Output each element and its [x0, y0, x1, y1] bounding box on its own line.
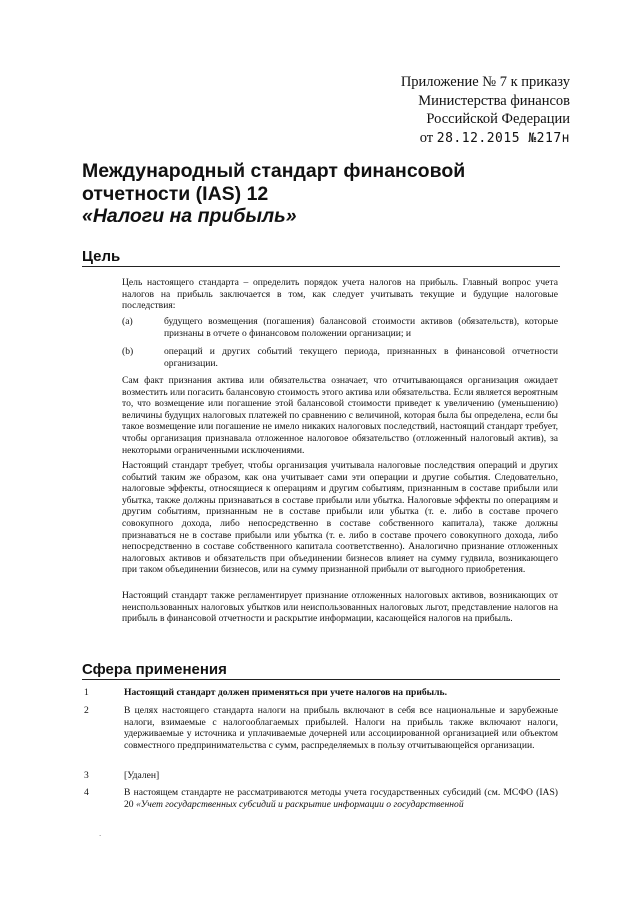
list-text: операций и других событий текущего периода, признанных в финансовой отчетности организации.	[164, 346, 558, 369]
objective-paragraph: Сам факт признания актива или обязательства означает, что отчитывающаяся организация ожидает возместить или погасить балансовую стоимость этого актива или обязательства. Если является вероятным то, что возмещение или погашение этой балансовой стоимости приведет к увеличению (уменьшению) величины будущих налоговых платежей по сравнению с величиной, которая была бы определена, если бы такое возмещение или погашение не имело никаких налоговых последствий, настоящий стандарт требует, чтобы организация признавала отложенное налоговое обязательство (отложенный налоговый актив), за некоторыми ограниченными исключениями.	[122, 375, 558, 456]
objective-paragraph: Настоящий стандарт требует, чтобы организация учитывала налоговые последствия операций и других событий таким же образом, как она учитывает сами эти операции и другие события. Следовательно, налоговые эффекты, относящиеся к операциям и другим событиям, признанным в составе прибыли или убытка, также должны признаваться в составе прибыли или убытка. Налоговые эффекты по операциям и другим событиям, признанным не в составе прибыли или убытка (т. е. либо в составе прочего совокупного дохода, либо непосредственно в составе собственного капитала), также должны признаваться не в составе прибыли или убытка (т. е. либо в составе прочего совокупного дохода, либо непосредственно в составе собственного капитала соответственно). Аналогично признание отложенных налоговых активов и обязательств при объединении бизнесов влияет на сумму гудвила, возникающего при таком объединении бизнесов, или на сумму признанной прибыли от выгодного приобретения.	[122, 460, 558, 576]
appendix-line: Российской Федерации	[426, 111, 570, 127]
numbered-paragraph	[82, 705, 558, 751]
paragraph-number: 4	[84, 787, 89, 798]
appendix-prefix: от	[419, 129, 434, 146]
numbered-paragraph	[82, 687, 558, 699]
paragraph-text	[124, 787, 558, 810]
list-marker: (a)	[122, 316, 133, 327]
appendix-date-line	[401, 129, 570, 149]
list-item	[122, 316, 558, 339]
section-heading-objective: Цель	[82, 248, 560, 267]
objective-paragraph: Настоящий стандарт также регламентирует признание отложенных налоговых активов, возникающих от неиспользованных налоговых убытков или неиспользованных налоговых льгот, представление налогов на прибыль в финансовой отчетности и раскрытие информации, касающейся налогов на прибыль.	[122, 590, 558, 625]
paragraph-text: [Удален]	[124, 770, 160, 781]
objective-intro: Цель настоящего стандарта – определить порядок учета налогов на прибыль. Главный вопрос учета налогов на прибыль заключается в том, как следует учитывать текущие и будущие налоговые последствия:	[122, 277, 558, 312]
scan-speck: ·	[99, 832, 102, 840]
paragraph-number: 3	[84, 770, 89, 781]
paragraph-text: В целях настоящего стандарта налоги на прибыль включают в себя все национальные и зарубежные налоги, взимаемые с налогооблагаемых прибылей. Налоги на прибыль также включают налоги, удерживаемые у источника и уплачиваемые дочерней или ассоциированной организацией или объектом совместного предпринимательства с сумм, распределяемых в пользу отчитывающейся организации.	[124, 705, 558, 751]
appendix-note	[401, 73, 570, 148]
section-heading-scope: Сфера применения	[82, 661, 560, 680]
list-item	[122, 346, 558, 369]
appendix-line: Министерства финансов	[418, 92, 570, 109]
paragraph-text-start: В настоящем стандарте не рассматриваются методы учета государственных субсидий (см. МСФО (IAS) 20	[124, 787, 558, 810]
appendix-line: Приложение № 7 к приказу	[400, 74, 570, 90]
numbered-paragraph	[82, 770, 558, 782]
numbered-paragraph	[82, 787, 558, 810]
paragraph-number: 2	[84, 705, 89, 716]
paragraph-text-italic: «Учет государственных субсидий и раскрытие информации о государственной	[136, 798, 464, 810]
title-subtitle: «Налоги на прибыль»	[82, 205, 297, 227]
title-line: Международный стандарт финансовой	[82, 160, 466, 182]
paragraph-number: 1	[84, 687, 89, 698]
title-line: отчетности (IAS) 12	[82, 182, 269, 205]
document-title	[82, 160, 512, 228]
list-marker: (b)	[122, 346, 134, 357]
order-date-number: 28.12.2015 №217н	[436, 130, 570, 146]
list-text: будущего возмещения (погашения) балансовой стоимости активов (обязательств), которые признаны в отчете о финансовом положении организации; и	[164, 316, 558, 339]
paragraph-text: Настоящий стандарт должен применяться при учете налогов на прибыль.	[124, 687, 448, 698]
